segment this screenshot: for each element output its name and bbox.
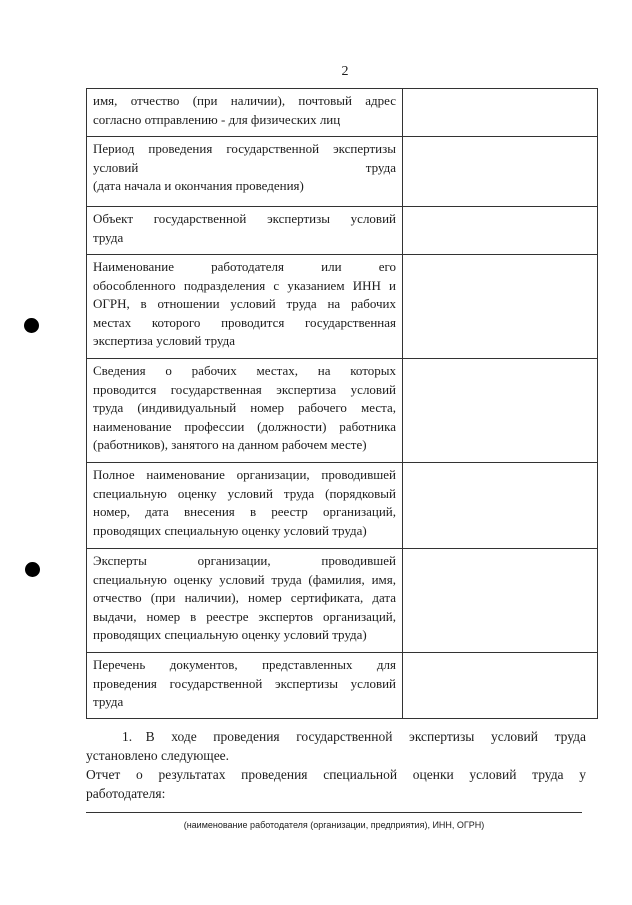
row-label-line: труда xyxy=(93,229,124,245)
findings-line-1: 1. В ходе проведения государственной экспертизы условий труда xyxy=(122,729,586,744)
report-line-1: Отчет о результатах проведения специальной оценки условий труда у xyxy=(86,767,586,782)
row-label xyxy=(87,359,403,463)
employer-name-caption: (наименование работодателя (организации, предприятия), ИНН, ОГРН) xyxy=(183,820,485,830)
table-row xyxy=(87,463,598,549)
row-label xyxy=(87,653,403,719)
row-label-line: Эксперты организации, проводившей xyxy=(93,553,396,568)
row-value-field[interactable] xyxy=(403,653,598,719)
row-label-line: выдачи, номер в реестре экспертов организаций, xyxy=(93,608,396,624)
report-line-2: работодателя: xyxy=(86,785,166,801)
row-label-line: Перечень документов, представленных для xyxy=(93,657,396,672)
row-label xyxy=(87,549,403,653)
report-paragraph xyxy=(86,766,586,803)
row-label xyxy=(87,137,403,207)
expertise-form-table xyxy=(86,88,598,719)
row-label-line: номер, дата внесения в реестр организаций, xyxy=(93,504,396,519)
row-label-line: имя, отчество (при наличии), почтовый адрес xyxy=(93,93,396,108)
row-label-line: проводится государственная экспертиза условий xyxy=(93,381,396,397)
row-label-line: отчество (при наличии), номер сертификата, дата xyxy=(93,590,396,605)
punch-hole-mark xyxy=(24,318,39,333)
table-row xyxy=(87,549,598,653)
row-label-line: проведения государственной экспертизы условий xyxy=(93,675,396,691)
row-label xyxy=(87,89,403,137)
row-label-line: труда (индивидуальный номер рабочего места, xyxy=(93,400,396,415)
row-label-line: Полное наименование организации, проводившей xyxy=(93,467,396,482)
punch-hole-mark xyxy=(25,562,40,577)
row-label-line: специальную оценку условий труда (порядковый xyxy=(93,485,396,501)
row-label-line: (работников), занятого на данном рабочем месте) xyxy=(93,437,367,452)
row-label-line: Сведения о рабочих местах, на которых xyxy=(93,363,396,378)
table-row xyxy=(87,137,598,207)
row-value-field[interactable] xyxy=(403,549,598,653)
row-label-line: ОГРН, в отношении условий труда на рабочих xyxy=(93,296,396,311)
row-label-line: проводящих специальную оценку условий труда) xyxy=(93,627,367,642)
employer-name-line xyxy=(86,812,582,813)
row-label-line: Объект государственной экспертизы условий xyxy=(93,211,396,226)
row-label-line: Наименование работодателя или его xyxy=(93,259,396,274)
row-label-line: местах которого проводится государственная xyxy=(93,314,396,330)
page-number: 2 xyxy=(341,64,349,79)
findings-line-2: установлено следующее. xyxy=(86,747,230,763)
row-value-field[interactable] xyxy=(403,207,598,255)
row-label-line: труда xyxy=(93,694,124,709)
row-label xyxy=(87,463,403,549)
row-value-field[interactable] xyxy=(403,137,598,207)
row-label-line: проводящих специальную оценку условий труда) xyxy=(93,522,367,538)
row-label xyxy=(87,207,403,255)
table-row xyxy=(87,255,598,359)
table-row xyxy=(87,653,598,719)
row-value-field[interactable] xyxy=(403,463,598,549)
row-value-field[interactable] xyxy=(403,255,598,359)
findings-paragraph xyxy=(86,728,586,765)
row-label-line: наименование профессии (должности) работника xyxy=(93,418,396,434)
row-label-line: (дата начала и окончания проведения) xyxy=(93,178,304,193)
row-label-line: обособленного подразделения с указанием ИНН и xyxy=(93,277,396,293)
table-row xyxy=(87,359,598,463)
row-label-line: Период проведения государственной экспертизы xyxy=(93,141,396,156)
row-label xyxy=(87,255,403,359)
row-label-line: специальную оценку условий труда (фамилия, имя, xyxy=(93,571,396,587)
row-label-line: экспертиза условий труда xyxy=(93,333,235,348)
table-row xyxy=(87,207,598,255)
row-value-field[interactable] xyxy=(403,89,598,137)
table-row xyxy=(87,89,598,137)
row-label-line: условий труда xyxy=(93,159,396,175)
row-value-field[interactable] xyxy=(403,359,598,463)
row-label-line: согласно отправлению - для физических лиц xyxy=(93,111,341,127)
